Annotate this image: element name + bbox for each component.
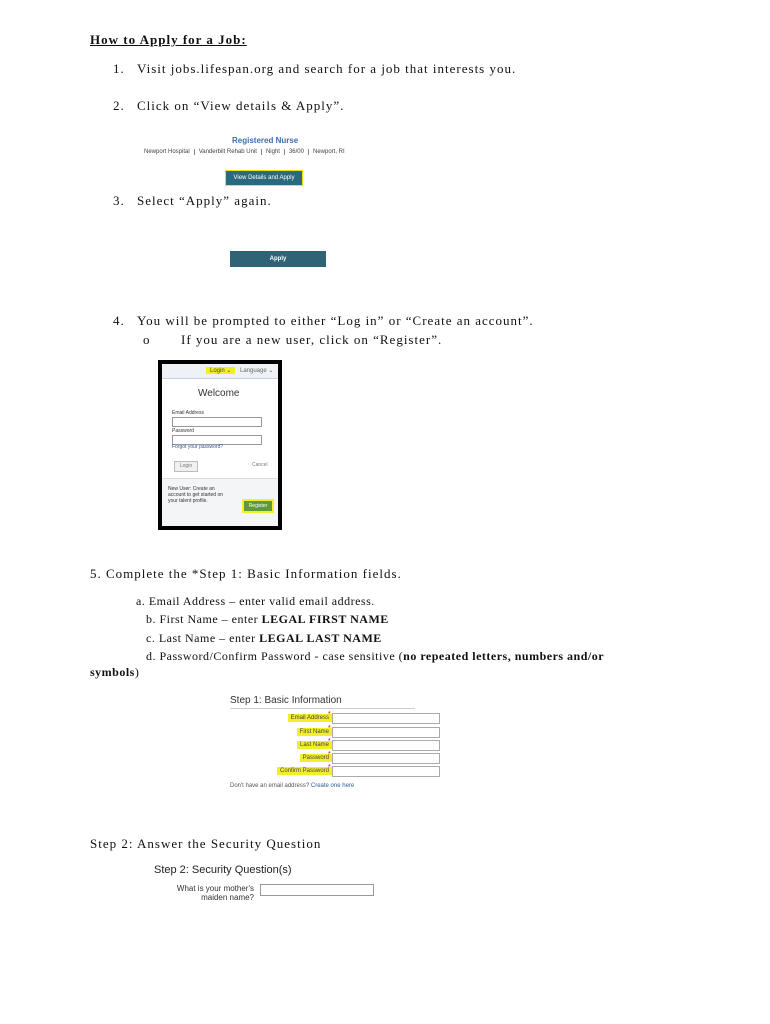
form-row-email xyxy=(230,713,450,725)
bullet-marker: o xyxy=(143,332,151,347)
step-5: 5. Complete the *Step 1: Basic Information fields. xyxy=(90,566,402,581)
no-email-note xyxy=(230,783,354,789)
form-row-password xyxy=(230,753,450,765)
email-address-label: Email Address xyxy=(288,714,332,722)
email-address-input[interactable] xyxy=(332,713,440,724)
sub-step-c xyxy=(146,631,382,646)
last-name-label: Last Name xyxy=(297,741,332,749)
sub-step-b-text: b. First Name – enter xyxy=(146,612,262,626)
login-button[interactable]: Login xyxy=(174,461,198,472)
password-input[interactable] xyxy=(332,753,440,764)
sub-step-d-cont xyxy=(90,665,139,680)
security-question-screenshot xyxy=(150,864,390,914)
security-title: Step 2: Security Question(s) xyxy=(154,864,292,876)
required-marker: * xyxy=(328,764,331,771)
required-marker: * xyxy=(328,751,331,758)
job-shift: Night xyxy=(261,149,284,155)
last-name-input[interactable] xyxy=(332,740,440,751)
sub-step-c-text: c. Last Name – enter xyxy=(146,631,260,645)
top-nav xyxy=(162,364,278,379)
sub-step-b-bold: LEGAL FIRST NAME xyxy=(261,612,389,626)
sub-step-a: a. Email Address – enter valid email address. xyxy=(136,594,375,608)
register-button[interactable]: Register xyxy=(242,499,274,513)
step-2-number: 2. xyxy=(113,98,125,113)
no-email-text: Don't have an email address? xyxy=(230,783,310,789)
step-2 xyxy=(113,98,344,114)
basic-info-title: Step 1: Basic Information xyxy=(230,695,342,706)
step-6: Step 2: Answer the Security Question xyxy=(90,836,322,851)
security-question-label: What is your mother's maiden name? xyxy=(176,884,254,902)
new-user-text: New User: Create an account to get started on your talent profile. xyxy=(168,486,224,504)
sub-step-d-close: ) xyxy=(134,665,140,679)
form-row-last-name xyxy=(230,740,450,752)
document-title: How to Apply for a Job: xyxy=(90,32,247,47)
step-1-text: Visit jobs.lifespan.org and search for a job that interests you. xyxy=(137,61,517,76)
forgot-password-link[interactable]: Forgot your password? xyxy=(172,444,224,450)
job-card-screenshot xyxy=(140,132,400,192)
step-1-number: 1. xyxy=(113,61,125,76)
step-3 xyxy=(113,193,272,209)
job-unit: Vanderbilt Rehab Unit xyxy=(194,149,261,155)
basic-info-screenshot xyxy=(230,695,450,795)
step-4-number: 4. xyxy=(113,313,125,328)
first-name-input[interactable] xyxy=(332,727,440,738)
sub-step-d-bold-2: symbols xyxy=(90,665,135,679)
step-4-text: You will be prompted to either “Log in” or “Create an account”. xyxy=(137,313,534,328)
email-label: Email Address xyxy=(172,410,204,416)
sub-step-c-bold: LEGAL LAST NAME xyxy=(259,631,382,645)
language-tab[interactable]: Language ⌄ xyxy=(240,368,274,374)
view-details-apply-button[interactable]: View Details and Apply xyxy=(225,170,303,186)
step-3-number: 3. xyxy=(113,193,125,208)
job-location: Newport Hospital xyxy=(144,149,190,155)
confirm-password-label: Confirm Password xyxy=(277,767,332,775)
welcome-title: Welcome xyxy=(198,388,240,399)
welcome-dialog-screenshot xyxy=(158,360,282,530)
first-name-label: First Name xyxy=(297,728,332,736)
form-row-confirm-password xyxy=(230,766,450,778)
password-label: Password xyxy=(300,754,332,762)
required-marker: * xyxy=(328,725,331,732)
job-meta xyxy=(144,149,349,155)
step-4-sub xyxy=(143,332,442,348)
new-user-panel xyxy=(162,478,278,526)
step-4 xyxy=(113,313,534,329)
sub-step-b xyxy=(146,612,389,627)
create-email-link[interactable]: Create one here xyxy=(310,783,355,789)
sub-step-d-bold: no repeated letters, numbers and/or xyxy=(403,649,605,663)
job-hours: 36/00 xyxy=(284,149,308,155)
sub-step-d xyxy=(146,649,604,664)
security-answer-input[interactable] xyxy=(260,884,374,896)
step-2-text: Click on “View details & Apply”. xyxy=(137,98,345,113)
divider xyxy=(230,708,415,709)
password-label: Password xyxy=(172,428,194,434)
login-tab[interactable]: Login ⌄ xyxy=(206,367,235,374)
job-title[interactable]: Registered Nurse xyxy=(232,136,299,145)
confirm-password-input[interactable] xyxy=(332,766,440,777)
required-marker: * xyxy=(328,738,331,745)
step-3-text: Select “Apply” again. xyxy=(137,193,272,208)
cancel-link[interactable]: Cancel xyxy=(252,462,268,468)
email-field[interactable] xyxy=(172,417,262,427)
sub-step-d-text: d. Password/Confirm Password - case sensitive ( xyxy=(146,649,404,663)
step-1 xyxy=(113,61,516,77)
step-4-sub-text: If you are a new user, click on “Register”. xyxy=(181,332,443,347)
apply-button[interactable]: Apply xyxy=(230,251,326,267)
form-row-first-name xyxy=(230,727,450,739)
job-city: Newport, RI xyxy=(308,149,349,155)
required-marker: * xyxy=(328,711,331,718)
